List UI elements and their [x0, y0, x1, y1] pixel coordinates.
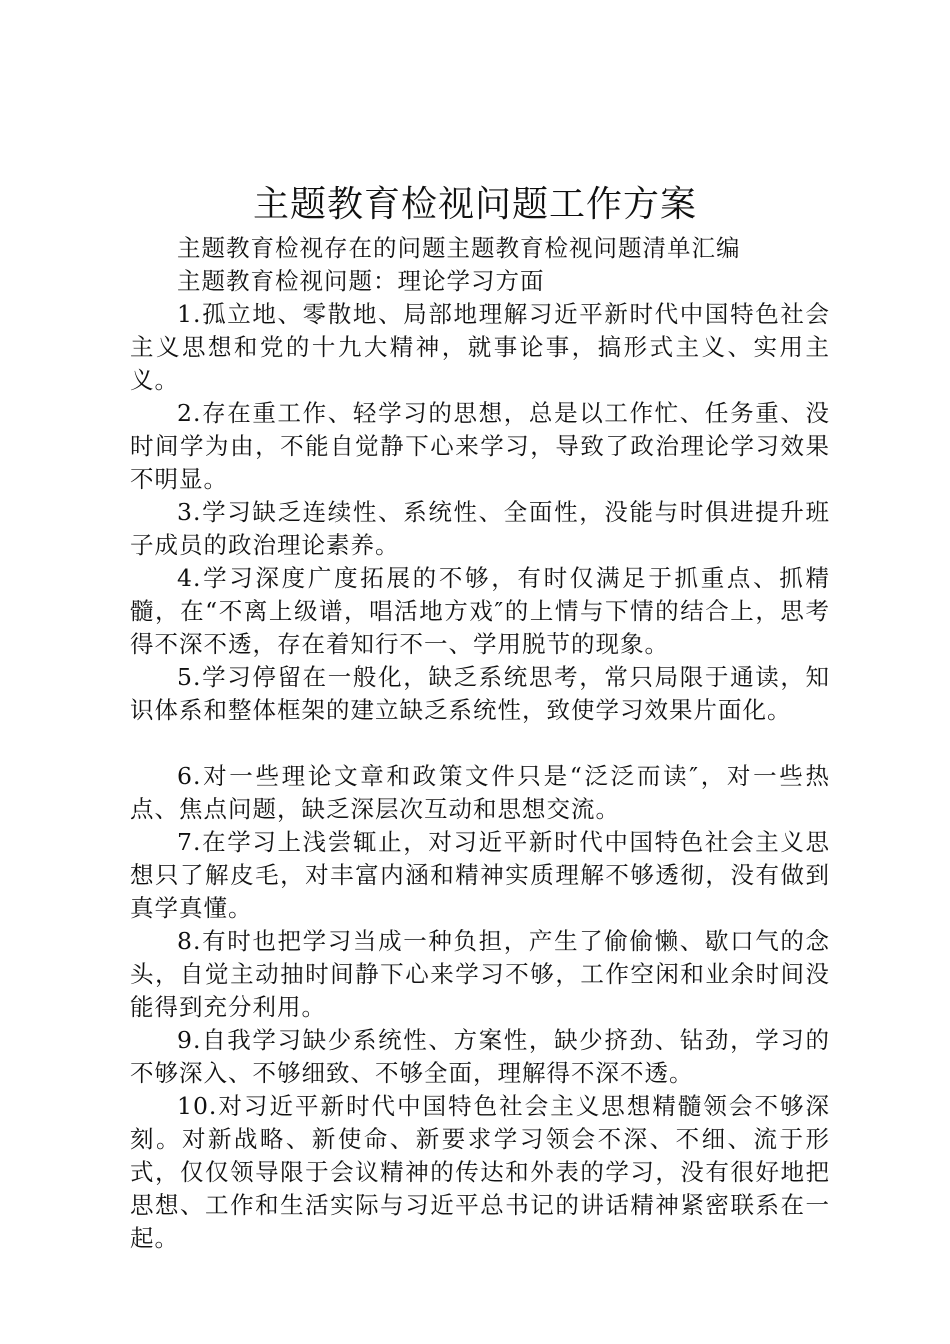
section-heading: 主题教育检视问题：理论学习方面 — [177, 267, 545, 295]
list-item: 6.对一些理论文章和政策文件只是“泛泛而读″，对一些热点、焦点问题，缺乏深层次互动和思想交流。 — [130, 762, 830, 823]
subtitle-line: 主题教育检视存在的问题主题教育检视问题清单汇编 — [177, 234, 741, 262]
list-item: 10.对习近平新时代中国特色社会主义思想精髓领会不够深刻。对新战略、新使命、新要求学习领会不深、不细、流于形式，仅仅领导限于会议精神的传达和外表的学习，没有很好地把思想、工作和生活实际与习近平总书记的讲话精神紧密联系在一起。 — [130, 1092, 830, 1252]
list-item: 1.孤立地、零散地、局部地理解习近平新时代中国特色社会主义思想和党的十九大精神，就事论事，搞形式主义、实用主义。 — [130, 300, 830, 394]
list-item: 5.学习停留在一般化，缺乏系统思考，常只局限于通读，知识体系和整体框架的建立缺乏系统性，致使学习效果片面化。 — [130, 663, 830, 724]
list-item: 8.有时也把学习当成一种负担，产生了偷偷懒、歇口气的念头，自觉主动抽时间静下心来学习不够，工作空闲和业余时间没能得到充分利用。 — [130, 927, 830, 1021]
document-body — [130, 232, 830, 1255]
document-title: 主题教育检视问题工作方案 — [252, 184, 697, 225]
list-item: 9.自我学习缺少系统性、方案性，缺少挤劲、钻劲，学习的不够深入、不够细致、不够全面，理解得不深不透。 — [130, 1026, 830, 1087]
list-item: 2.存在重工作、轻学习的思想，总是以工作忙、任务重、没时间学为由，不能自觉静下心来学习，导致了政治理论学习效果不明显。 — [130, 399, 830, 493]
list-item: 7.在学习上浅尝辄止，对习近平新时代中国特色社会主义思想只了解皮毛，对丰富内涵和精神实质理解不够透彻，没有做到真学真懂。 — [130, 828, 830, 922]
list-item: 4.学习深度广度拓展的不够，有时仅满足于抓重点、抓精髓，在“不离上级谱，唱活地方戏″的上情与下情的结合上，思考得不深不透，存在着知行不一、学用脱节的现象。 — [130, 564, 830, 658]
list-item: 3.学习缺乏连续性、系统性、全面性，没能与时俱进提升班子成员的政治理论素养。 — [130, 498, 830, 559]
